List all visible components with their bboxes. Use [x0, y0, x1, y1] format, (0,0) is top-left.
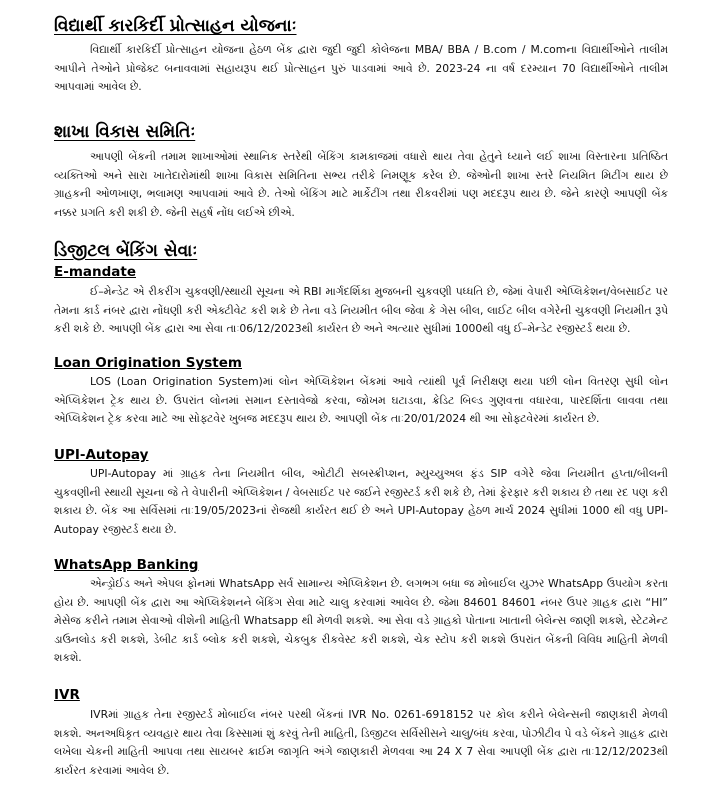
scheme-paragraph: વિદ્યાર્થી કારકિર્દી પ્રોત્સાહન યોજના હેઠળ બેંક દ્વારા જુદી જુદી કોલેજના MBA/ BBA / B.com / M.comના વિદ્યાર્થીઓને તાલીમ આપીને તેઓને પ્રોજેક્ટ બનાવવામાં સહાયરૂપ થઈ પ્રોત્સાહન પુરું પાડવામાં આવે છે. 2023-24 ના વર્ષ દરમ્યાન 70 વિદ્યાર્થીઓને તાલીમ આપવામાં આવેલ છે.	[54, 43, 668, 94]
los-paragraph: LOS (Loan Origination System)માં લોન એપ્લિકેશન બેંકમાં આવે ત્યાંથી પૂર્વ નિરીક્ષણ થયા પછી લોન વિતરણ સુધી લોન એપ્લિકેશન ટ્રેક થાય છે. ઉપરાંત લોનમાં સમાન દસ્તાવેજો કરવા, જોખમ ઘટાડવા, ક્રેડિટ બિલ્ડ ગુણવત્તા વધારવા, પારદર્શિતા લાવવા તથા એપ્લિકેશન ટ્રેક કરવા માટે આ સોફ્ટવેર ખુબજ મદદરૂપ થાય છે. આપણી બેંક તાઃ20/01/2024 થી આ સોફ્ટવેરમાં કાર્યરત છે.	[54, 375, 668, 426]
branch-committee-paragraph: આપણી બેંકની તમામ શાખાઓમાં સ્થાનિક સ્તરેથી બેંકિંગ કામકાજમાં વધારો થાય તેવા હેતુને ધ્યાને લઈ શાખા વિસ્તારના પ્રતિષ્ઠિત વ્યક્તિઓ અને સારા ખાતેદારોમાંથી શાખા વિકાસ સમિતિના સભ્ય તરીકે નિમણૂક કરેલ છે. જેઓની શાખા સ્તરે નિયમિત મિટીંગ થાય છે ગ્રાહકની ઓળખાણ, ભલામણ આપવામાં આવે છે. તેઓ બેંકિંગ માટે માર્કેટીંગ તથા રીકવરીમાં પણ મદદરૂપ થાય છે. જેને કારણે આપણી બેંક નક્કર પ્રગતિ કરી શકી છે. જેની સહર્ષ નોંધ લઈએ છીએ.	[54, 150, 668, 219]
ivr-heading: IVR	[54, 687, 80, 703]
emandate-heading: E-mandate	[54, 264, 136, 280]
upi-autopay-heading: UPI-Autopay	[54, 447, 149, 463]
whatsapp-banking-heading: WhatsApp Banking	[54, 557, 199, 573]
branch-committee-heading: શાખા વિકાસ સમિતિઃ	[54, 122, 196, 142]
whatsapp-banking-paragraph: એન્ડ્રોઈડ અને એપલ ફોનમાં WhatsApp સર્વ સામાન્ય એપ્લિકેશન છે. લગભગ બધા જ મોબાઈલ યુઝર WhatsApp ઉપયોગ કરતા હોય છે. આપણી બેંક દ્વારા આ એપ્લિકેશનને બેંકિંગ સેવા માટે ચાલુ કરવામાં આવેલ છે. જેમા 84601 84601 નંબર ઉપર ગ્રાહક દ્વારા “HI” મેસેજ કરીને તમામ સેવાઓ વીશેની માહિતી Whatsapp થી મેળવી શકશે. આ સેવા વડે ગ્રાહકો પોતાના ખાતાની બેલેન્સ જાણી શકશે, સ્ટેટમેન્ટ ડાઉનલોડ કરી શકશે, ડેબીટ કાર્ડ બ્લોક કરી શકશે, ચેકબુક રીકવેસ્ટ કરી શકશે, ચેક સ્ટોપ કરી શકશે ઉપરાંત બેંકની વિવિધ માહિતી મેળવી શકશે.	[54, 577, 668, 665]
ivr-paragraph: IVRમાં ગ્રાહક તેના રજીસ્ટર્ડ મોબાઈલ નંબર પરથી બેંકનાં IVR No. 0261-6918152 પર કોલ કરીને બેલેન્સની જાણકારી મેળવી શકશે. અનઅધિકૃત વ્યવહાર થાય તેવા કિસ્સામાં શું કરવું તેની માહિતી, ડિજીટલ સર્વિસીસને ચાલુ/બંધ કરવા, પોઝીટીવ પે વડે બેંકને ગ્રાહક દ્વારા લખેલા ચેકની માહિતી આપવા તથા સાયબર ક્રાઈમ જાગૃતિ અંગે જાણકારી મેળવવા આ 24 X 7 સેવા આપણી બેંક દ્વારા તાઃ12/12/2023થી કાર્યરત કરવામાં આવેલ છે.	[54, 708, 668, 777]
scheme-heading: વિદ્યાર્થી કારકિર્દી પ્રોત્સાહન યોજનાઃ	[54, 16, 297, 36]
digital-banking-heading: ડિજીટલ બેંકિંગ સેવાઃ	[54, 241, 198, 261]
upi-autopay-paragraph: UPI-Autopay માં ગ્રાહક તેના નિયમીત બીલ, ઓટીટી સબસ્ક્રીપ્શન, મ્યુચ્યુઅલ ફંડ SIP વગેરે જેવા નિયમીત હપ્તા/બીલની ચુકવણીની સ્થાયી સૂચના જે તે વેપારીની એપ્લિકેશન / વેબસાઈટ પર જઈને રજીસ્ટર્ડ કરી શકે છે, તેમાં ફેરફાર કરી શકાય છે તથા રદ પણ કરી શકાય છે. બેંક આ સર્વિસમાં તાઃ19/05/2023નાં રોજથી કાર્યરત થઈ છે અને UPI-Autopay હેઠળ માર્ચ 2024 સુધીમાં 1000 થી વધુ UPI-Autopay રજીસ્ટર્ડ થયા છે.	[54, 467, 668, 536]
los-heading: Loan Origination System	[54, 355, 242, 371]
emandate-paragraph: ઈ–મેન્ડેટ એ રીકરીંગ ચુકવણી/સ્થાયી સૂચના એ RBI માર્ગદર્શિકા મુજબની ચુકવણી પધ્ધતિ છે, જેમાં વેપારી એપ્લિકેશન/વેબસાઈટ પર તેમના કાર્ડ નંબર દ્વારા નોંધણી કરી એક્ટીવેટ કરી શકે છે તેના વડે નિયમીત બીલ જેવા કે ગેસ બીલ, લાઈટ બીલ વગેરેની ચુકવણી નિયમીત રૂપે કરી શકે છે. આપણી બેંક દ્વારા આ સેવા તાઃ06/12/2023થી કાર્યરત છે અને અત્યાર સુધીમાં 1000થી વધુ ઈ–મેન્ડેટ રજીસ્ટર્ડ થયા છે.	[54, 285, 668, 336]
